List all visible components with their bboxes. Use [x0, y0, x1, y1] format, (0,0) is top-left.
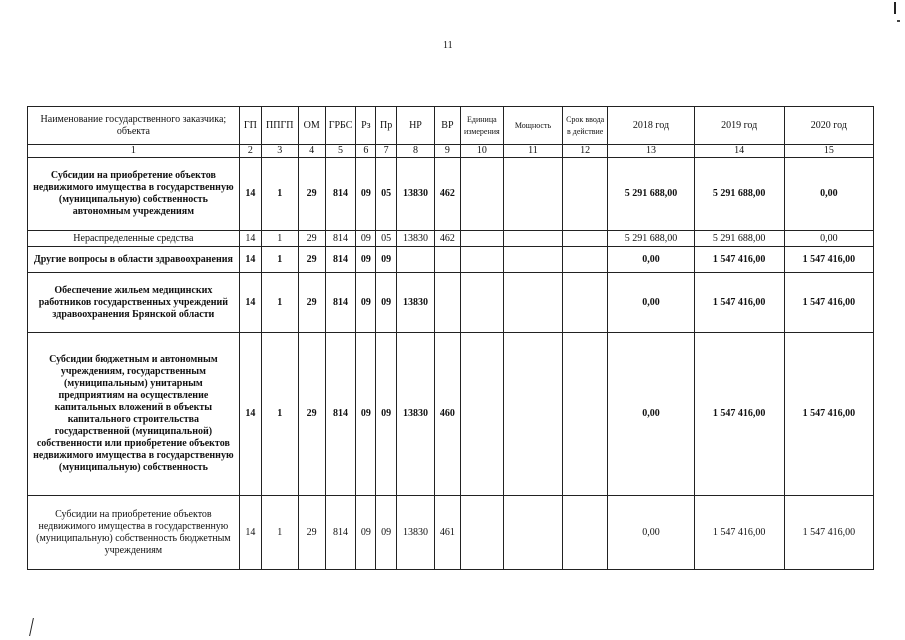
budget-table: [27, 106, 874, 570]
column-header-2019: 2019 год: [694, 107, 784, 145]
cell-capacity: [504, 273, 563, 333]
cell-gp: 14: [239, 333, 261, 496]
column-header-ppgp: ППГП: [262, 107, 298, 145]
row-name: Обеспечение жильем медицинских работников государственных учреждений здравоохранения Брянской области: [28, 273, 240, 333]
column-header-name: Наименование государственного заказчика; объекта: [28, 107, 240, 145]
column-number: 5: [325, 145, 355, 158]
cell-2019: 1 547 416,00: [694, 496, 784, 570]
cell-grbs: 814: [325, 333, 355, 496]
cell-om: 29: [298, 496, 325, 570]
table-row: [28, 333, 874, 496]
cell-unit: [460, 273, 504, 333]
cell-rz: 09: [356, 273, 376, 333]
cell-unit: [460, 247, 504, 273]
cell-ppgp: 1: [262, 496, 298, 570]
cell-gp: 14: [239, 247, 261, 273]
cell-ppgp: 1: [262, 231, 298, 247]
cell-vr: [435, 247, 460, 273]
row-name: Субсидии на приобретение объектов недвижимого имущества в государственную (муниципальную) собственность автономным учреждениям: [28, 158, 240, 231]
cell-term: [562, 158, 608, 231]
cell-gp: 14: [239, 496, 261, 570]
column-header-unit: Единица измерения: [460, 107, 504, 145]
cell-nr: 13830: [396, 496, 435, 570]
scan-artifact-mark: [894, 2, 896, 14]
cell-om: 29: [298, 158, 325, 231]
cell-vr: 461: [435, 496, 460, 570]
column-header-gp: ГП: [239, 107, 261, 145]
cell-nr: [396, 247, 435, 273]
cell-om: 29: [298, 273, 325, 333]
scan-artifact-mark: [897, 20, 900, 22]
cell-nr: 13830: [396, 273, 435, 333]
column-header-om: ОМ: [298, 107, 325, 145]
cell-2019: 5 291 688,00: [694, 231, 784, 247]
cell-ppgp: 1: [262, 333, 298, 496]
cell-pr: 09: [376, 273, 396, 333]
cell-pr: 05: [376, 158, 396, 231]
cell-nr: 13830: [396, 231, 435, 247]
row-name: Субсидии на приобретение объектов недвижимого имущества в государственную (муниципальную) собственность бюджетным учреждениям: [28, 496, 240, 570]
cell-2020: 0,00: [784, 231, 873, 247]
column-number: 13: [608, 145, 694, 158]
cell-om: 29: [298, 333, 325, 496]
cell-2020: 1 547 416,00: [784, 273, 873, 333]
cell-capacity: [504, 333, 563, 496]
column-number: 7: [376, 145, 396, 158]
cell-ppgp: 1: [262, 247, 298, 273]
table-row: [28, 496, 874, 570]
table-row: [28, 158, 874, 231]
cell-capacity: [504, 231, 563, 247]
table-row: [28, 273, 874, 333]
cell-grbs: 814: [325, 273, 355, 333]
column-number: 10: [460, 145, 504, 158]
cell-2018: 0,00: [608, 496, 694, 570]
column-number: 2: [239, 145, 261, 158]
cell-2018: 5 291 688,00: [608, 231, 694, 247]
cell-grbs: 814: [325, 247, 355, 273]
column-number: 9: [435, 145, 460, 158]
cell-unit: [460, 333, 504, 496]
cell-term: [562, 231, 608, 247]
cell-unit: [460, 496, 504, 570]
cell-2018: 0,00: [608, 333, 694, 496]
cell-capacity: [504, 496, 563, 570]
table-row: [28, 247, 874, 273]
cell-2019: 5 291 688,00: [694, 158, 784, 231]
cell-rz: 09: [356, 333, 376, 496]
cell-grbs: 814: [325, 231, 355, 247]
cell-vr: [435, 273, 460, 333]
cell-gp: 14: [239, 273, 261, 333]
row-name: Субсидии бюджетным и автономным учреждениям, государственным (муниципальным) унитарным предприятиям на осуществление капитальных вложений в объекты капитального строительства государственной (муниципальной) собственности или приобретение объектов недвижимого имущества в государственную (муниципальную) собственность: [28, 333, 240, 496]
cell-nr: 13830: [396, 158, 435, 231]
column-number-row: [28, 145, 874, 158]
column-header-grbs: ГРБС: [325, 107, 355, 145]
table-row: [28, 231, 874, 247]
column-header-2020: 2020 год: [784, 107, 873, 145]
column-number: 12: [562, 145, 608, 158]
cell-term: [562, 496, 608, 570]
cell-pr: 09: [376, 247, 396, 273]
cell-unit: [460, 158, 504, 231]
column-number: 3: [262, 145, 298, 158]
column-header-pr: Пр: [376, 107, 396, 145]
cell-2018: 5 291 688,00: [608, 158, 694, 231]
cell-2020: 1 547 416,00: [784, 496, 873, 570]
cell-nr: 13830: [396, 333, 435, 496]
column-header-nr: НР: [396, 107, 435, 145]
column-number: 15: [784, 145, 873, 158]
cell-grbs: 814: [325, 496, 355, 570]
cell-capacity: [504, 158, 563, 231]
cell-om: 29: [298, 247, 325, 273]
cell-2020: 1 547 416,00: [784, 247, 873, 273]
cell-om: 29: [298, 231, 325, 247]
cell-2018: 0,00: [608, 247, 694, 273]
cell-vr: 462: [435, 231, 460, 247]
cell-rz: 09: [356, 231, 376, 247]
cell-gp: 14: [239, 158, 261, 231]
cell-vr: 462: [435, 158, 460, 231]
cell-2020: 0,00: [784, 158, 873, 231]
column-header-term: Срок ввода в действие: [562, 107, 608, 145]
row-name: Другие вопросы в области здравоохранения: [28, 247, 240, 273]
column-header-capacity: Мощность: [504, 107, 563, 145]
cell-2019: 1 547 416,00: [694, 333, 784, 496]
cell-pr: 05: [376, 231, 396, 247]
cell-term: [562, 247, 608, 273]
cell-term: [562, 273, 608, 333]
cell-ppgp: 1: [262, 158, 298, 231]
cell-pr: 09: [376, 496, 396, 570]
cell-capacity: [504, 247, 563, 273]
column-header-rz: Рз: [356, 107, 376, 145]
cell-rz: 09: [356, 496, 376, 570]
cell-rz: 09: [356, 247, 376, 273]
column-number: 4: [298, 145, 325, 158]
header-row: [28, 107, 874, 145]
cell-term: [562, 333, 608, 496]
column-header-vr: ВР: [435, 107, 460, 145]
cell-pr: 09: [376, 333, 396, 496]
cell-2018: 0,00: [608, 273, 694, 333]
cell-rz: 09: [356, 158, 376, 231]
column-number: 1: [28, 145, 240, 158]
column-header-2018: 2018 год: [608, 107, 694, 145]
page-number: 11: [443, 40, 453, 51]
column-number: 8: [396, 145, 435, 158]
cell-vr: 460: [435, 333, 460, 496]
cell-gp: 14: [239, 231, 261, 247]
column-number: 14: [694, 145, 784, 158]
column-number: 11: [504, 145, 563, 158]
cell-grbs: 814: [325, 158, 355, 231]
scan-artifact-mark: [29, 618, 34, 636]
cell-unit: [460, 231, 504, 247]
cell-2019: 1 547 416,00: [694, 273, 784, 333]
cell-2019: 1 547 416,00: [694, 247, 784, 273]
cell-2020: 1 547 416,00: [784, 333, 873, 496]
column-number: 6: [356, 145, 376, 158]
row-name: Нераспределенные средства: [28, 231, 240, 247]
cell-ppgp: 1: [262, 273, 298, 333]
